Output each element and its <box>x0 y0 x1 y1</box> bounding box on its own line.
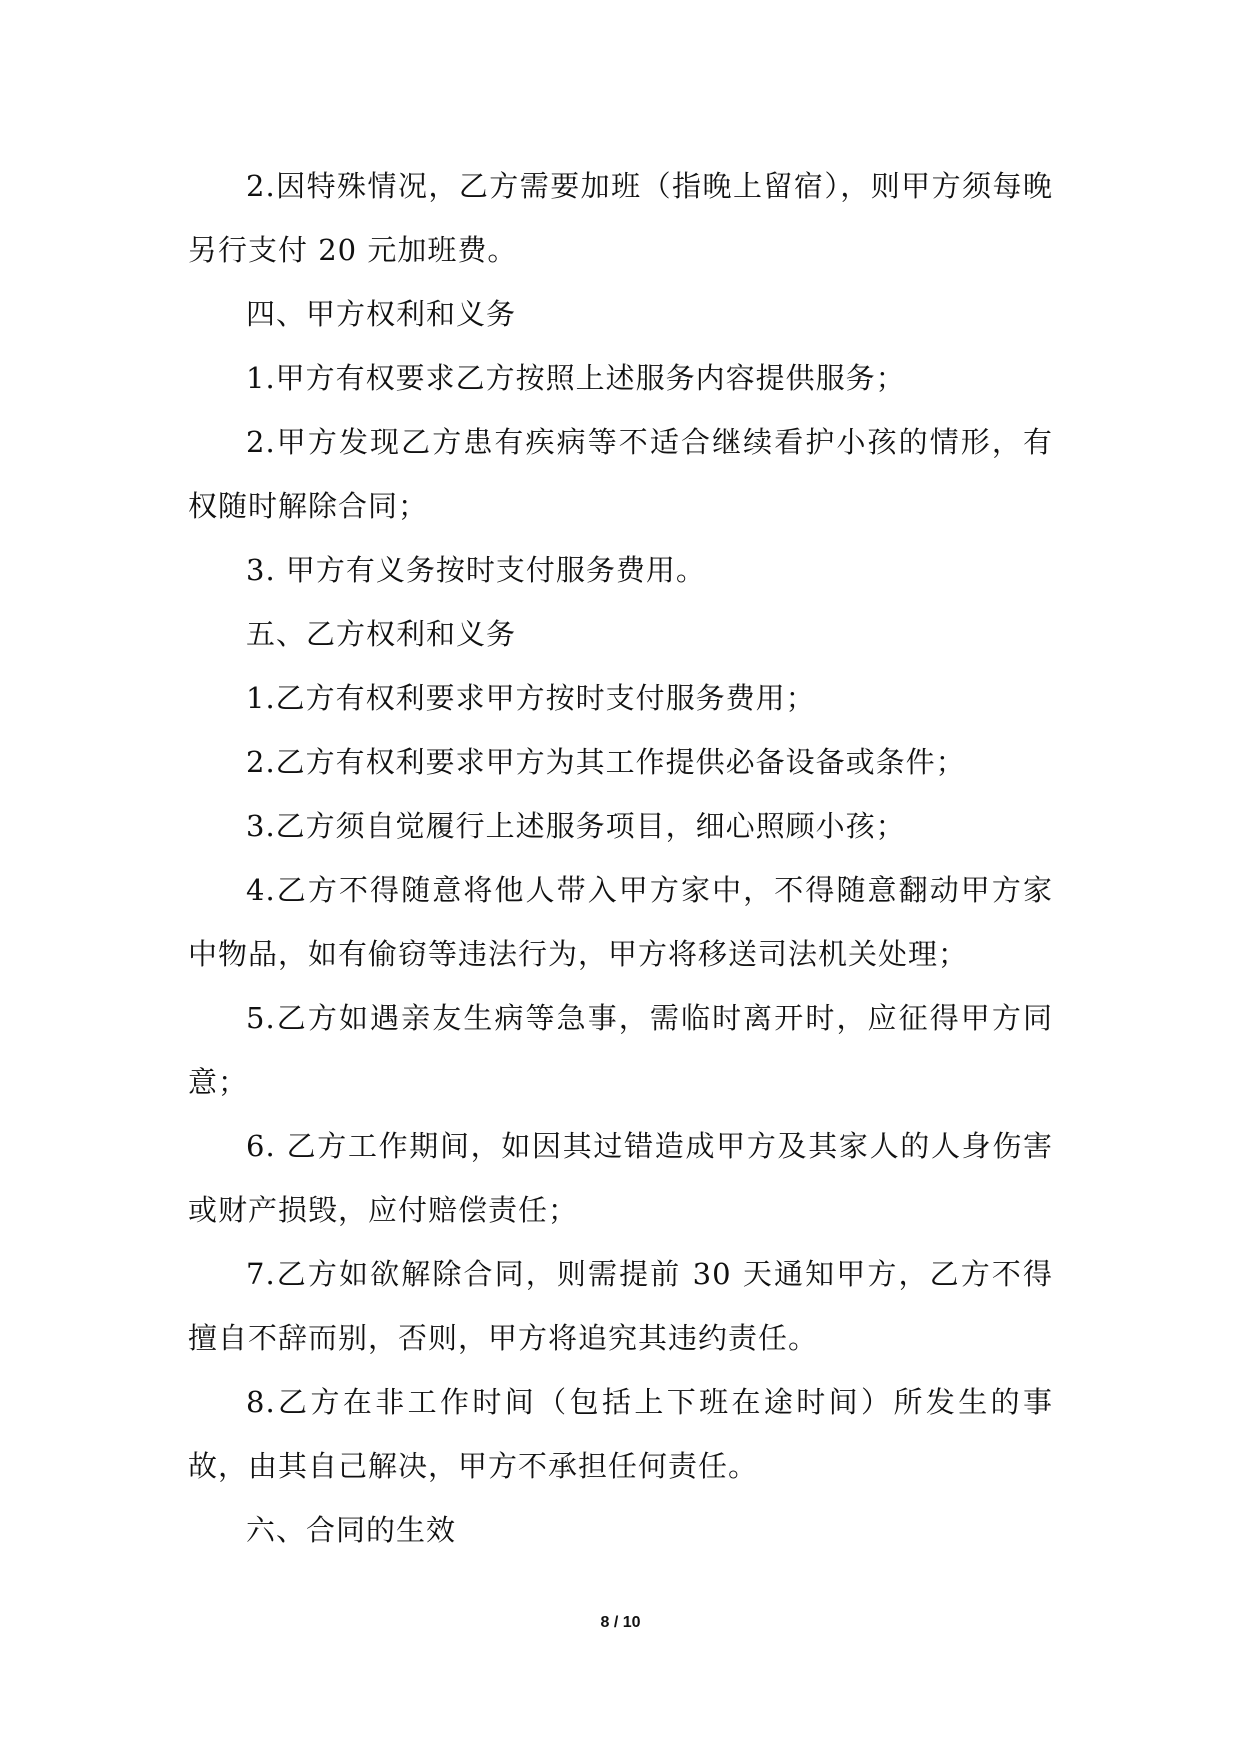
heading-party-b-rights: 五、乙方权利和义务 <box>246 617 517 651</box>
paragraph-b-right-1: 1.乙方有权利要求甲方按时支付服务费用； <box>246 681 816 715</box>
document-body <box>188 154 1053 1562</box>
paragraph-b-right-2: 2.乙方有权利要求甲方为其工作提供必备设备或条件； <box>246 745 966 779</box>
paragraph-overtime-fee: 2.因特殊情况，乙方需要加班（指晚上留宿），则甲方须每晚另行支付 20 元加班费。 <box>188 169 1053 267</box>
heading-party-a-rights: 四、甲方权利和义务 <box>246 297 517 331</box>
paragraph-b-right-8: 8.乙方在非工作时间（包括上下班在途时间）所发生的事故，由其自己解决，甲方不承担任何责任。 <box>188 1385 1053 1483</box>
paragraph-a-right-3: 3. 甲方有义务按时支付服务费用。 <box>246 553 706 587</box>
paragraph-b-right-7: 7.乙方如欲解除合同，则需提前 30 天通知甲方，乙方不得擅自不辞而别，否则，甲方将追究其违约责任。 <box>188 1257 1053 1355</box>
page-number: 8 / 10 <box>600 1614 641 1631</box>
heading-contract-effect: 六、合同的生效 <box>246 1513 457 1547</box>
paragraph-b-right-4: 4.乙方不得随意将他人带入甲方家中，不得随意翻动甲方家中物品，如有偷窃等违法行为，甲方将移送司法机关处理； <box>188 873 1053 971</box>
paragraph-b-right-3: 3.乙方须自觉履行上述服务项目，细心照顾小孩； <box>246 809 906 843</box>
paragraph-a-right-2: 2.甲方发现乙方患有疾病等不适合继续看护小孩的情形，有权随时解除合同； <box>188 425 1053 523</box>
paragraph-b-right-5: 5.乙方如遇亲友生病等急事，需临时离开时，应征得甲方同意； <box>188 1001 1053 1099</box>
paragraph-a-right-1: 1.甲方有权要求乙方按照上述服务内容提供服务； <box>246 361 906 395</box>
paragraph-b-right-6: 6. 乙方工作期间，如因其过错造成甲方及其家人的人身伤害或财产损毁，应付赔偿责任； <box>188 1129 1053 1227</box>
